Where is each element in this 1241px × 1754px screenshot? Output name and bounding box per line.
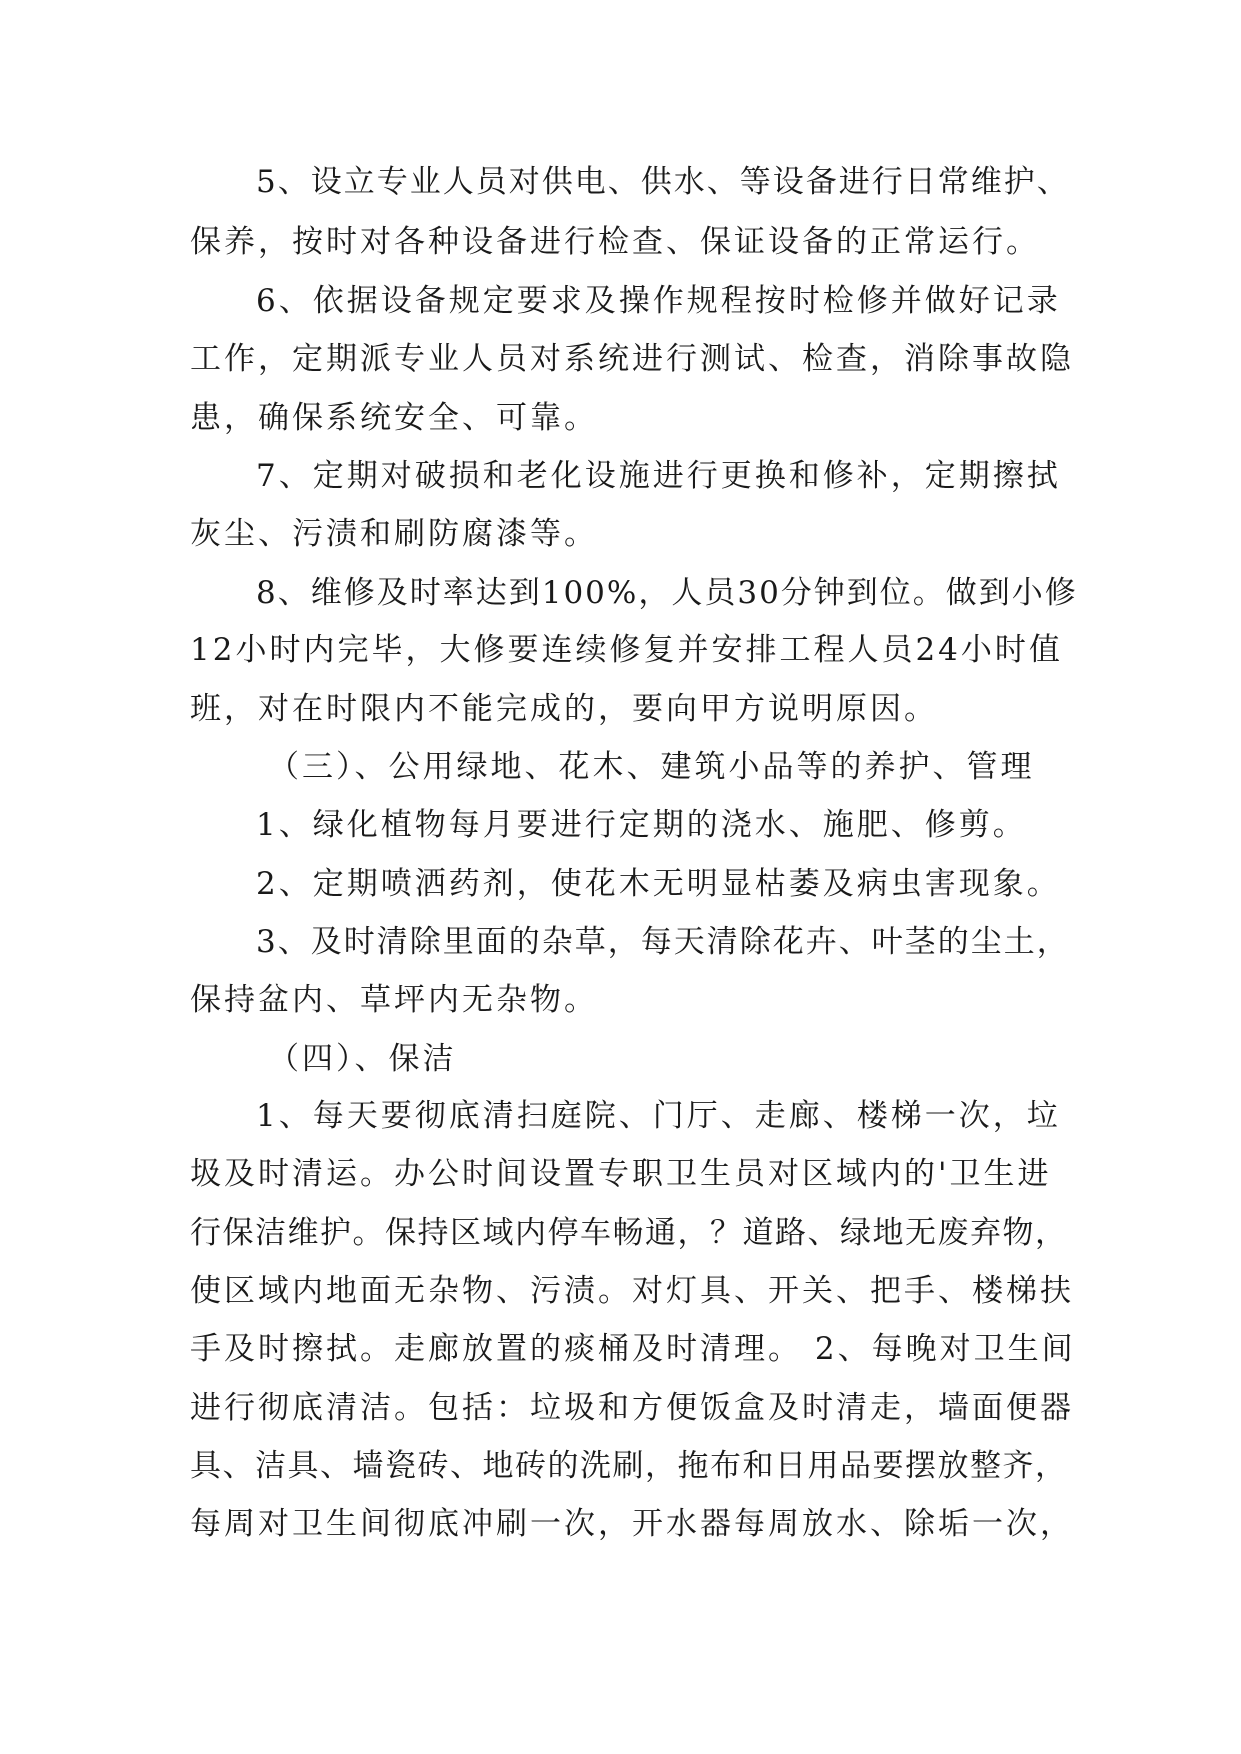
paragraph-line: 手及时擦拭。走廊放置的痰桶及时清理。 2、每晚对卫生间 <box>190 1331 1076 1367</box>
paragraph-line: 灰尘、污渍和刷防腐漆等。 <box>190 516 598 552</box>
paragraph-line: 8、维修及时率达到100%，人员30分钟到位。做到小修 <box>256 575 1078 611</box>
section-heading: （四）、保洁 <box>268 1041 457 1077</box>
paragraph-line: 使区域内地面无杂物、污渍。对灯具、开关、把手、楼梯扶 <box>190 1273 1074 1309</box>
paragraph-line: 患，确保系统安全、可靠。 <box>190 400 598 436</box>
paragraph-line: 2、定期喷洒药剂，使花木无明显枯萎及病虫害现象。 <box>256 866 1061 902</box>
section-heading: （三）、公用绿地、花木、建筑小品等的养护、管理 <box>268 749 1035 785</box>
paragraph-line: 每周对卫生间彻底冲刷一次，开水器每周放水、除垢一次， <box>190 1506 1074 1542</box>
paragraph-line: 7、定期对破损和老化设施进行更换和修补，定期擦拭 <box>256 458 1061 494</box>
paragraph-line: 班，对在时限内不能完成的，要向甲方说明原因。 <box>190 691 938 727</box>
paragraph-line: 3、及时清除里面的杂草，每天清除花卉、叶茎的尘土， <box>256 924 1070 960</box>
paragraph-line: 工作，定期派专业人员对系统进行测试、检查，消除事故隐 <box>190 341 1074 377</box>
paragraph-line: 圾及时清运。办公时间设置专职卫生员对区域内的'卫生进 <box>190 1156 1052 1192</box>
paragraph-line: 行保洁维护。保持区域内停车畅通，？道路、绿地无废弃物， <box>190 1215 1068 1251</box>
paragraph-line: 6、依据设备规定要求及操作规程按时检修并做好记录 <box>256 283 1061 319</box>
paragraph-line: 保养，按时对各种设备进行检查、保证设备的正常运行。 <box>190 224 1040 260</box>
paragraph-line: 12小时内完毕，大修要连续修复并安排工程人员24小时值 <box>190 632 1063 668</box>
paragraph-line: 5、设立专业人员对供电、供水、等设备进行日常维护、 <box>256 164 1070 200</box>
paragraph-line: 进行彻底清洁。包括：垃圾和方便饭盒及时清走，墙面便器 <box>190 1390 1074 1426</box>
paragraph-line: 1、每天要彻底清扫庭院、门厅、走廊、楼梯一次，垃 <box>256 1098 1061 1134</box>
paragraph-line: 保持盆内、草坪内无杂物。 <box>190 982 598 1018</box>
paragraph-line: 具、洁具、墙瓷砖、地砖的洗刷，拖布和日用品要摆放整齐， <box>190 1448 1068 1484</box>
paragraph-line: 1、绿化植物每月要进行定期的浇水、施肥、修剪。 <box>256 807 1027 843</box>
